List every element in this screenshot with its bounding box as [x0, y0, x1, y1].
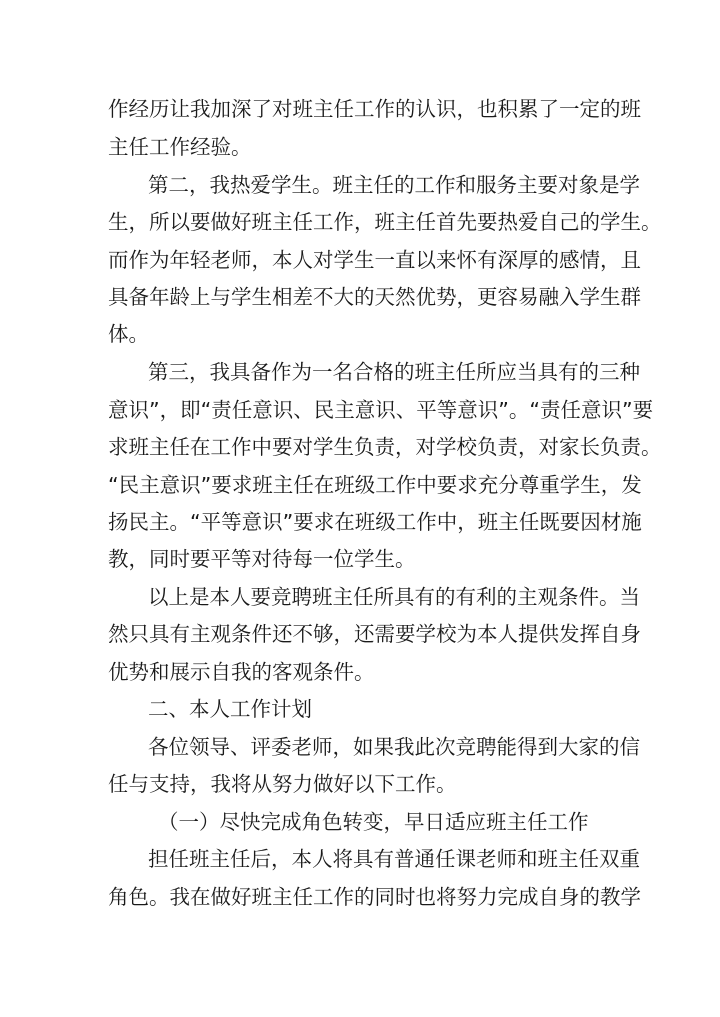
- paragraph-line-22: 角色。我在做好班主任工作的同时也将努力完成自身的教学: [108, 885, 641, 909]
- paragraph-line-18: 各位领导、评委老师，如果我此次竞聘能得到大家的信: [148, 735, 640, 759]
- paragraph-line-19: 任与支持，我将从努力做好以下工作。: [108, 772, 457, 796]
- paragraph-line-2: 主任工作经验。: [108, 135, 252, 159]
- paragraph-line-1: 作经历让我加深了对班主任工作的认识，也积累了一定的班: [108, 97, 641, 121]
- paragraph-line-21: 担任班主任后，本人将具有普通任课老师和班主任双重: [148, 847, 640, 871]
- paragraph-line-14: 以上是本人要竞聘班主任所具有的有利的主观条件。当: [148, 585, 640, 609]
- paragraph-line-6: 具备年龄上与学生相差不大的天然优势，更容易融入学生群: [108, 285, 641, 309]
- paragraph-line-15: 然只具有主观条件还不够，还需要学校为本人提供发挥自身: [108, 622, 641, 646]
- paragraph-line-5: 而作为年轻老师，本人对学生一直以来怀有深厚的感情，且: [108, 248, 641, 272]
- paragraph-line-8: 第三，我具备作为一名合格的班主任所应当具有的三种: [148, 360, 640, 384]
- paragraph-line-11: “民主意识”要求班主任在班级工作中要求充分尊重学生，发: [108, 473, 642, 497]
- paragraph-line-7: 体。: [108, 322, 149, 346]
- paragraph-line-10: 求班主任在工作中要对学生负责，对学校负责，对家长负责。: [108, 435, 662, 459]
- section-heading: 二、本人工作计划: [148, 697, 312, 721]
- paragraph-line-9: 意识”，即“责任意识、民主意识、平等意识”。“责任意识”要: [108, 398, 654, 422]
- paragraph-line-3: 第二，我热爱学生。班主任的工作和服务主要对象是学: [148, 173, 640, 197]
- paragraph-line-12: 扬民主。“平等意识”要求在班级工作中，班主任既要因材施: [108, 510, 642, 534]
- subsection-heading: （一）尽快完成角色转变，早日适应班主任工作: [158, 810, 589, 834]
- paragraph-line-4: 生，所以要做好班主任工作，班主任首先要热爱自己的学生。: [108, 210, 662, 234]
- paragraph-line-16: 优势和展示自我的客观条件。: [108, 660, 375, 684]
- paragraph-line-13: 教，同时要平等对待每一位学生。: [108, 547, 416, 571]
